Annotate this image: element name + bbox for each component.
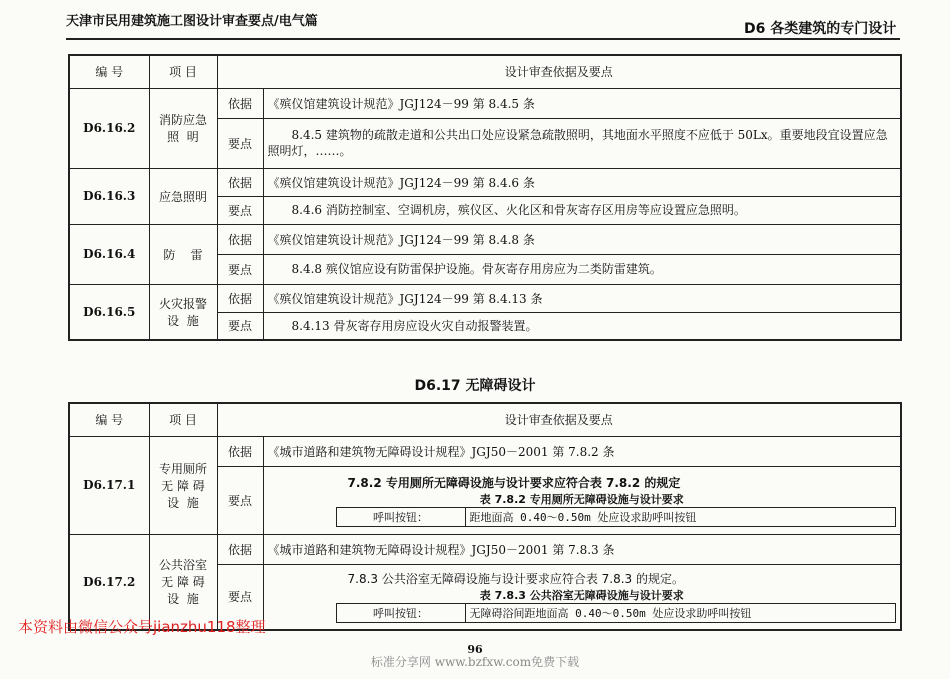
header-content: 设计审查依据及要点 (217, 55, 901, 88)
basis-label: 依据 (217, 88, 263, 118)
row-id: D6.17.1 (69, 436, 149, 534)
subtable-title: 表 7.8.2 专用厕所无障碍设施与设计要求 (479, 492, 684, 506)
point-label: 要点 (217, 118, 263, 168)
row-item (149, 88, 217, 168)
row-id: D6.16.5 (69, 284, 149, 340)
row-item-line1: 消防应急 (158, 113, 207, 127)
running-header-chapter: D6 各类建筑的专门设计 (744, 21, 897, 37)
row-item-line3: 设 施 (167, 592, 199, 607)
row-item (149, 436, 217, 534)
subtable (336, 603, 896, 623)
point-text: 8.4.6 消防控制室、空调机房，殡仪区、火化区和骨灰寄存区用房等应设置应急照明。 (263, 196, 901, 224)
page-number: 96 (467, 643, 483, 656)
point-cell (263, 466, 901, 534)
table-row (69, 534, 901, 564)
watermark-text: 本资料由微信公众号jianzhu118整理 (18, 618, 266, 636)
subtable-title: 表 7.8.3 公共浴室无障碍设施与设计要求 (479, 589, 684, 603)
basis-text: 《殡仪馆建筑设计规范》JGJ124－99 第 8.4.13 条 (263, 284, 901, 312)
table-row (69, 224, 901, 254)
point-text: 8.4.13 骨灰寄存用房应设火灾自动报警装置。 (263, 312, 901, 340)
row-id: D6.16.3 (69, 168, 149, 224)
row-item: 应急照明 (149, 168, 217, 224)
subtable-cell-value: 无障碍浴间距地面高 0.40～0.50m 处应设求助呼叫按钮 (465, 604, 895, 623)
point-label: 要点 (217, 196, 263, 224)
table-d6-16 (68, 54, 902, 341)
row-item-line1: 火灾报警 (158, 296, 207, 311)
row-id: D6.17.2 (69, 534, 149, 630)
row-item-line1: 公共浴室 (158, 558, 207, 573)
header-id: 编 号 (69, 55, 149, 88)
header-content: 设计审查依据及要点 (217, 403, 901, 436)
basis-text: 《城市道路和建筑物无障碍设计规程》JGJ50－2001 第 7.8.3 条 (263, 534, 901, 564)
point-cell (263, 564, 901, 630)
row-id: D6.16.4 (69, 224, 149, 284)
running-header-title: 天津市民用建筑施工图设计审查要点/电气篇 (66, 14, 318, 29)
header-item: 项 目 (149, 403, 217, 436)
header-id: 编 号 (69, 403, 149, 436)
row-item (149, 284, 217, 340)
subtable-cell-label: 呼叫按钮： (336, 604, 465, 623)
subtable (336, 507, 896, 527)
point-label: 要点 (217, 254, 263, 284)
basis-label: 依据 (217, 168, 263, 196)
basis-label: 依据 (217, 284, 263, 312)
basis-text: 《殡仪馆建筑设计规范》JGJ124－99 第 8.4.6 条 (263, 168, 901, 196)
subtable-cell-label: 呼叫按钮： (336, 507, 465, 526)
point-text: 8.4.8 殡仪馆应设有防雷保护设施。骨灰寄存用房应为二类防雷建筑。 (263, 254, 901, 284)
row-item-line2: 无 障 碍 (161, 575, 205, 590)
row-item: 防 雷 (149, 224, 217, 284)
basis-label: 依据 (217, 436, 263, 466)
row-item-line2: 设 施 (167, 313, 199, 328)
basis-text: 《殡仪馆建筑设计规范》JGJ124－99 第 8.4.5 条 (263, 88, 901, 118)
table-row (69, 88, 901, 118)
row-item-line1: 专用厕所 (158, 461, 207, 476)
table-header-row (69, 55, 901, 88)
point-label: 要点 (217, 312, 263, 340)
basis-text: 《殡仪馆建筑设计规范》JGJ124－99 第 8.4.8 条 (263, 224, 901, 254)
subtable-row (336, 507, 895, 526)
row-item-line2: 照 明 (167, 130, 199, 144)
row-item-line2: 无 障 碍 (161, 478, 205, 493)
table-row (69, 284, 901, 312)
table-header-row (69, 403, 901, 436)
header-rule (66, 38, 900, 40)
basis-label: 依据 (217, 224, 263, 254)
row-item-line3: 设 施 (167, 495, 199, 510)
row-id: D6.16.2 (69, 88, 149, 168)
subtable-row (336, 604, 895, 623)
point-lead: 7.8.3 公共浴室无障碍设施与设计要求应符合表 7.8.3 的规定。 (347, 572, 685, 587)
subtable-cell-value: 距地面高 0.40～0.50m 处应设求助呼叫按钮 (465, 507, 895, 526)
table-d6-17 (68, 402, 902, 631)
basis-label: 依据 (217, 534, 263, 564)
section-title: D6.17 无障碍设计 (414, 378, 536, 394)
point-label: 要点 (217, 466, 263, 534)
table-row (69, 436, 901, 466)
basis-text: 《城市道路和建筑物无障碍设计规程》JGJ50－2001 第 7.8.2 条 (263, 436, 901, 466)
point-lead: 7.8.2 专用厕所无障碍设施与设计要求应符合表 7.8.2 的规定 (347, 475, 681, 490)
point-label: 要点 (217, 564, 263, 630)
header-item: 项 目 (149, 55, 217, 88)
table-row (69, 168, 901, 196)
footer-text: 标准分享网 www.bzfxw.com免费下载 (370, 655, 580, 669)
point-text: 8.4.5 建筑物的疏散走道和公共出口处应设紧急疏散照明，其地面水平照度不应低于 50Lx。重要地段宜设置应急照明灯，……。 (263, 118, 901, 168)
